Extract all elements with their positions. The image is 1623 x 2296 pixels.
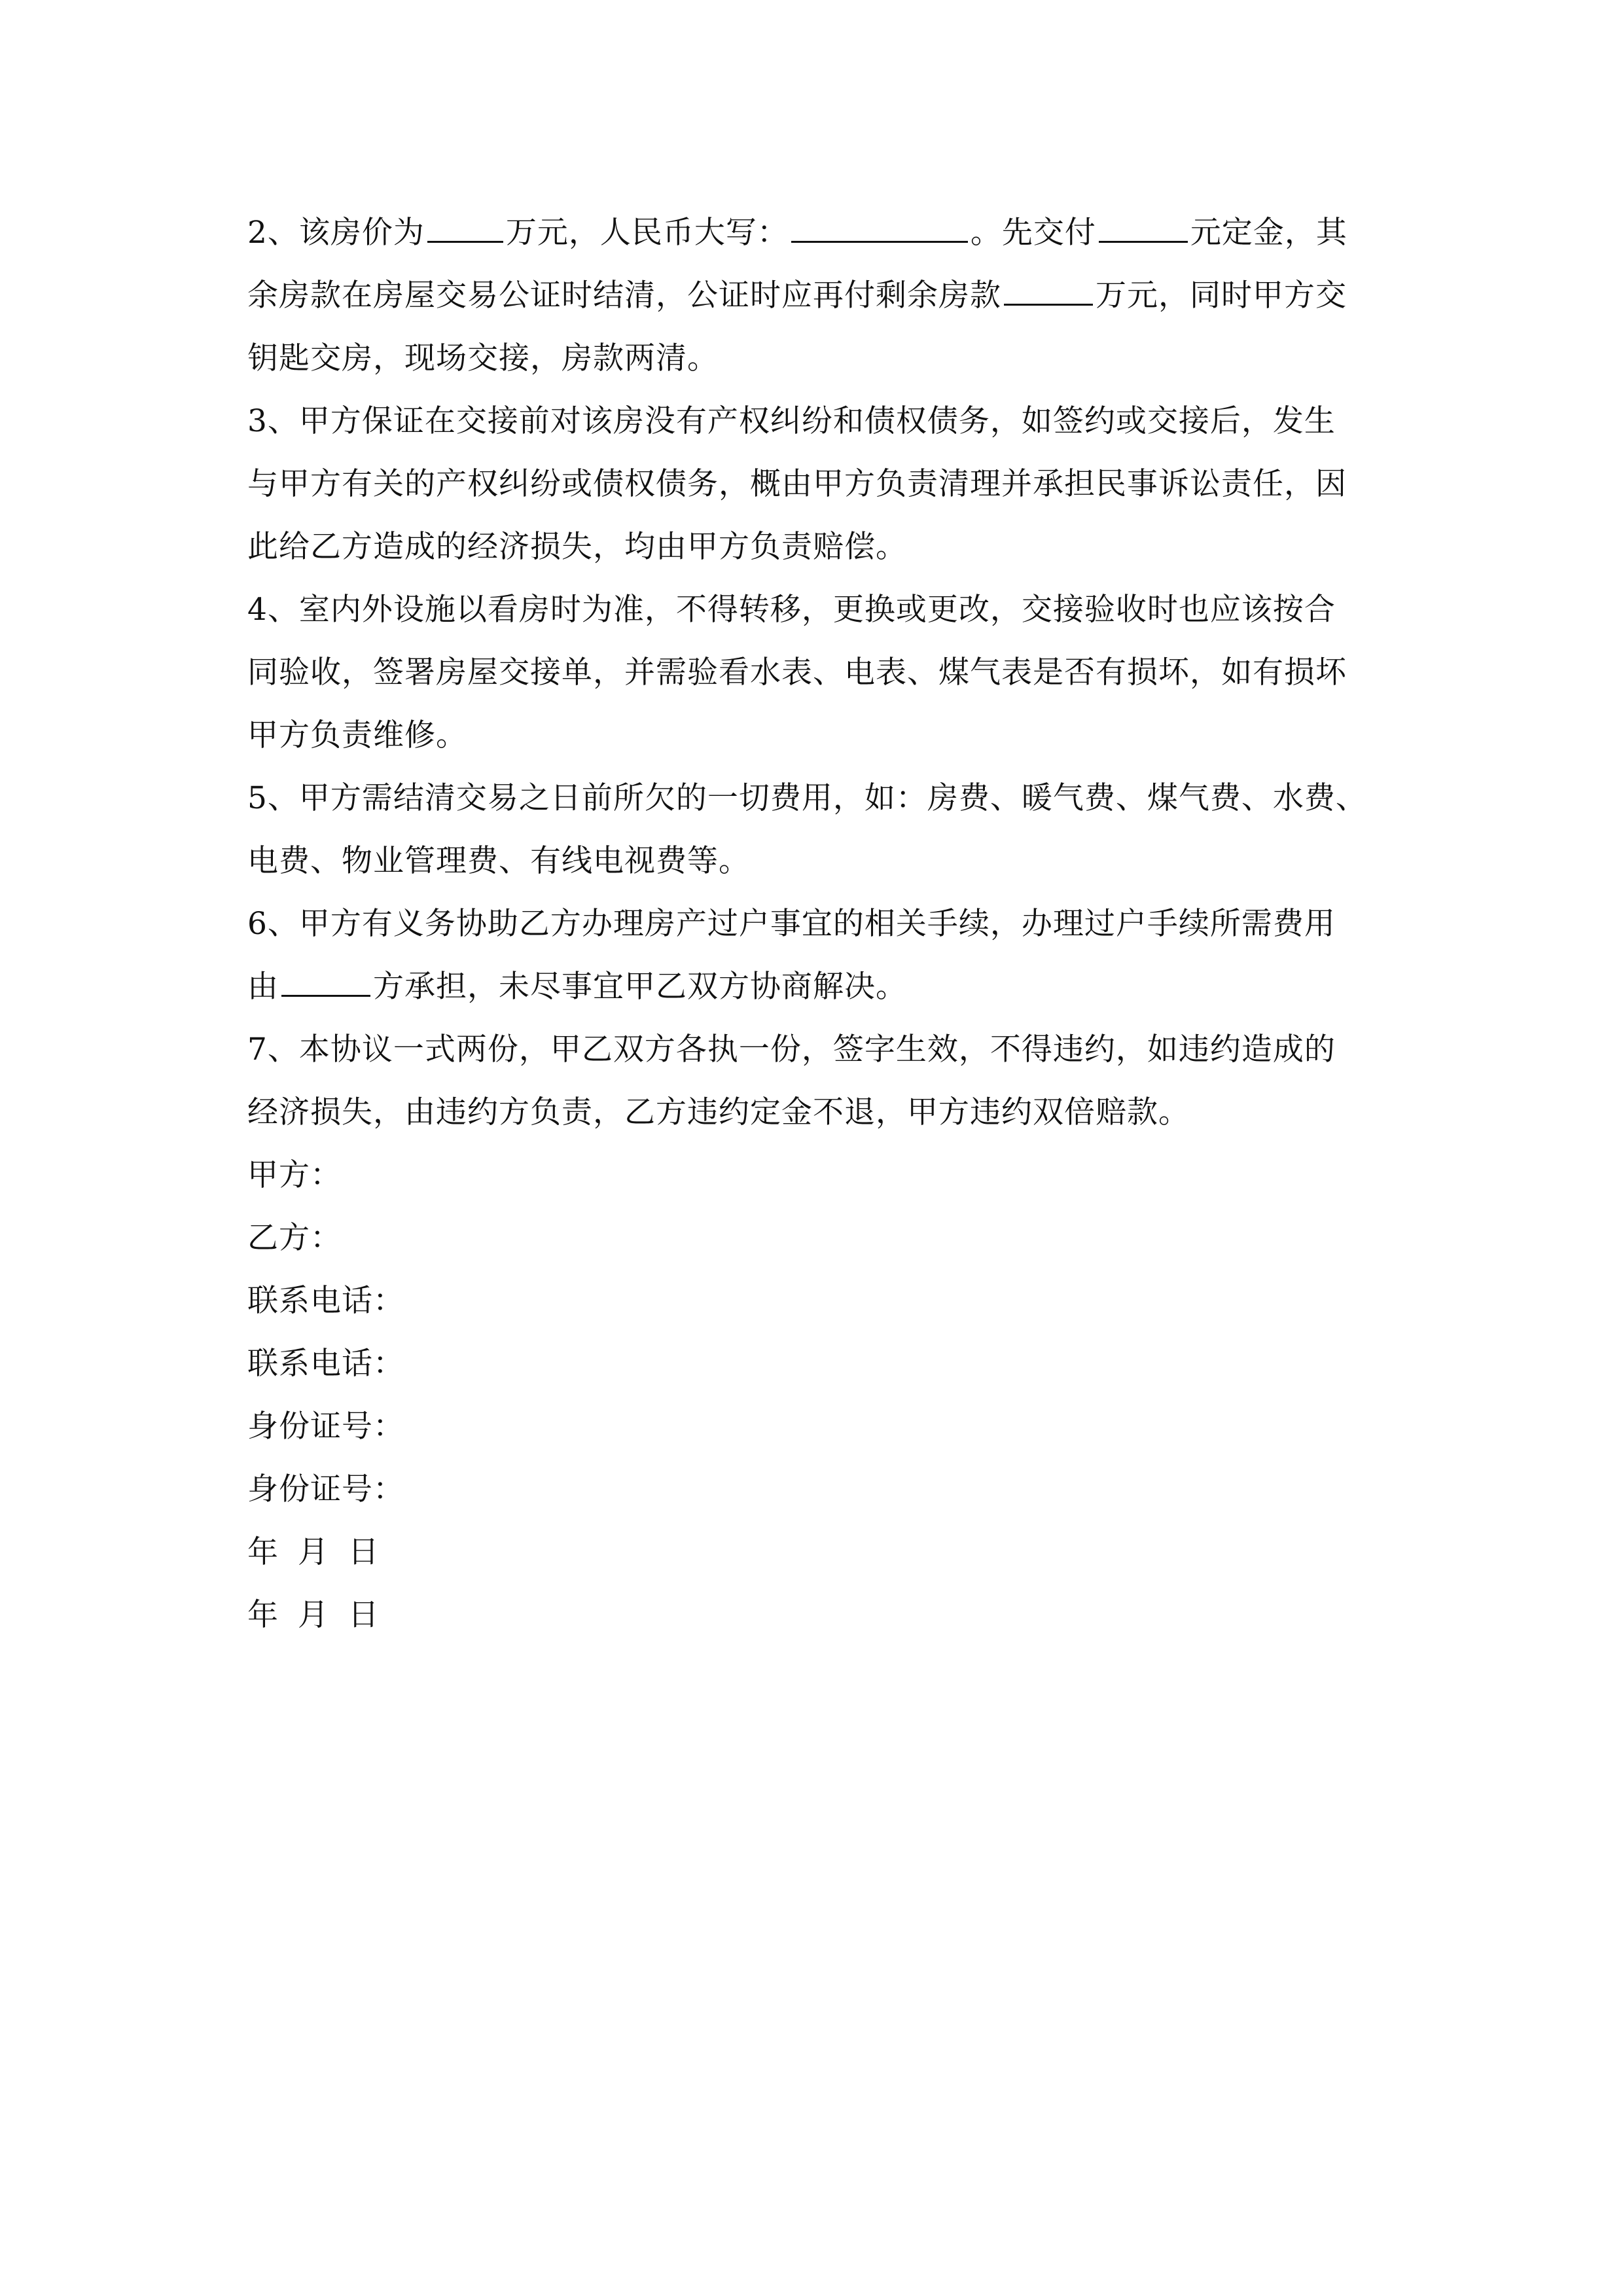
clause-line (247, 516, 1412, 579)
clause-text: 与甲方有关的产权纠纷或债权债务，概由甲方负责清理并承担民事诉讼责任，因 (247, 466, 1347, 502)
date-a: 年 月 日 (247, 1534, 379, 1570)
clause-text: 此给乙方造成的经济损失，均由甲方负责赔偿。 (247, 529, 907, 565)
clause-5 (247, 767, 1412, 893)
clause-text: 万元，同时甲方交 (1096, 278, 1347, 314)
clause-line (247, 1081, 1412, 1144)
contract-body (247, 202, 1412, 1647)
clause-text: 方承担，未尽事宜甲乙双方协商解决。 (373, 969, 907, 1005)
fill-in-blank[interactable] (1004, 278, 1093, 306)
clause-text: 甲方负责维修。 (247, 717, 467, 753)
clause-line (247, 390, 1412, 453)
clause-line (247, 956, 1412, 1018)
clause-line (247, 202, 1412, 264)
clause-text: 3、甲方保证在交接前对该房没有产权纠纷和债权债务，如签约或交接后，发生 (247, 403, 1336, 439)
clause-text: 6、甲方有义务协助乙方办理房产过户事宜的相关手续，办理过户手续所需费用 (247, 906, 1336, 942)
clause-text: 4、室内外设施以看房时为准，不得转移，更换或更改，交接验收时也应该按合 (247, 592, 1336, 628)
clause-text: 5、甲方需结清交易之日前所欠的一切费用，如：房费、暖气费、煤气费、水费、 (247, 780, 1367, 816)
clause-3 (247, 390, 1412, 579)
clause-text: 余房款在房屋交易公证时结清，公证时应再付剩余房款 (247, 278, 1001, 314)
fill-in-blank[interactable] (281, 969, 370, 997)
fill-in-blank[interactable] (791, 215, 968, 243)
party-a-label: 甲方： (247, 1157, 342, 1193)
party-b-label: 乙方： (247, 1220, 342, 1256)
clause-line (247, 264, 1412, 327)
clause-line (247, 579, 1412, 641)
clause-text: 万元，人民币大写： (505, 215, 789, 251)
clause-text: 经济损失，由违约方负责，乙方违约定金不退，甲方违约双倍赔款。 (247, 1094, 1190, 1130)
fill-in-blank[interactable] (1099, 215, 1188, 243)
clause-line (247, 453, 1412, 516)
clause-text: 7、本协议一式两份，甲乙双方各执一份，签字生效，不得违约，如违约造成的 (247, 1031, 1336, 1067)
signature-block (247, 1144, 1412, 1647)
clause-list (247, 202, 1412, 1144)
clause-line (247, 893, 1412, 956)
clause-text: 同验收，签署房屋交接单，并需验看水表、电表、煤气表是否有损坏，如有损坏 (247, 655, 1347, 691)
phone-b-label: 联系电话： (247, 1346, 404, 1382)
clause-7 (247, 1018, 1412, 1144)
clause-text: 钥匙交房，现场交接，房款两清。 (247, 340, 719, 376)
fill-in-blank[interactable] (427, 215, 503, 243)
clause-line (247, 767, 1412, 830)
clause-6 (247, 893, 1412, 1018)
clause-2 (247, 202, 1412, 390)
clause-text: 电费、物业管理费、有线电视费等。 (247, 843, 750, 879)
clause-text: 元定金，其 (1190, 215, 1347, 251)
id-b-label: 身份证号： (247, 1471, 404, 1507)
clause-4 (247, 579, 1412, 767)
phone-a-label: 联系电话： (247, 1283, 404, 1319)
date-b: 年 月 日 (247, 1597, 379, 1633)
clause-text: 。先交付 (970, 215, 1096, 251)
clause-line (247, 327, 1412, 390)
clause-text: 由 (247, 969, 279, 1005)
id-a-label: 身份证号： (247, 1408, 404, 1444)
clause-line (247, 641, 1412, 704)
clause-line (247, 704, 1412, 767)
clause-line (247, 1018, 1412, 1081)
clause-text: 2、该房价为 (247, 215, 425, 251)
clause-line (247, 830, 1412, 893)
